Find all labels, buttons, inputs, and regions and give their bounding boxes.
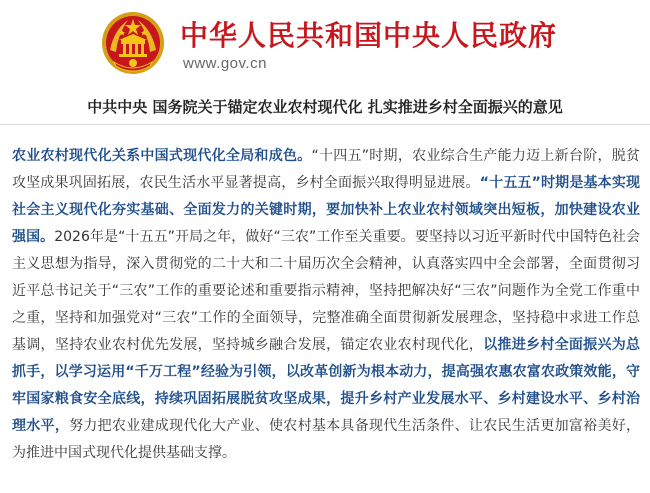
site-url[interactable]: www.gov.cn [183, 55, 267, 72]
text-segment-bold: 以推进乡村全面振兴为总抓手，以学习运用“千万工程”经验为引领，以改革创新为根本动力，提高强农惠农富农政策效能，守牢国家粮食安全底线，持续巩固拓展脱贫攻坚成果，提升乡村产业发展水平、乡村建设水平、乡村治理水平， [12, 337, 641, 434]
text-segment-bold: “十五五”时期是基本实现社会主义现代化夯实基础、全面发力的关键时期，要加快补上农业农村领域突出短板，加快建设农业强国。 [12, 175, 641, 245]
article-paragraph [12, 143, 640, 467]
article-title: 中共中央 国务院关于锚定农业农村现代化 扎实推进乡村全面振兴的意见 [87, 98, 563, 116]
text-segment: 2026年是“十五五”开局之年，做好“三农”工作至关重要。要坚持以习近平新时代中国特色社会主义思想为指导，深入贯彻党的二十大和二十届历次全会精神，认真落实四中全会部署，全面贯彻习近平总书记关于“三农”工作的重要论述和重要指示精神，坚持把解决好“三农”问题作为全党工作重中之重，坚持和加强党对“三农”工作的全面领导，完整准确全面贯彻新发展理念，坚持稳中求进工作总基调，坚持农业农村优先发展，坚持城乡融合发展，锚定农业农村现代化， [12, 229, 641, 353]
article-title-bar [0, 90, 650, 125]
national-emblem-icon[interactable] [100, 10, 166, 76]
site-title[interactable]: 中华人民共和国中央人民政府 [180, 19, 558, 52]
site-header [0, 0, 650, 88]
text-segment: 努力把农业建成现代化大产业、使农村基本具备现代生活条件、让农民生活更加富裕美好，为推进中国式现代化提供基础支撑。 [12, 418, 641, 461]
text-segment: “十四五”时期，农业综合生产能力迈上新台阶，脱贫攻坚成果巩固拓展，农民生活水平显著提高，乡村全面振兴取得明显进展。 [12, 148, 640, 191]
text-segment-bold: 农业农村现代化关系中国式现代化全局和成色。 [12, 148, 312, 164]
article-body [12, 143, 640, 467]
